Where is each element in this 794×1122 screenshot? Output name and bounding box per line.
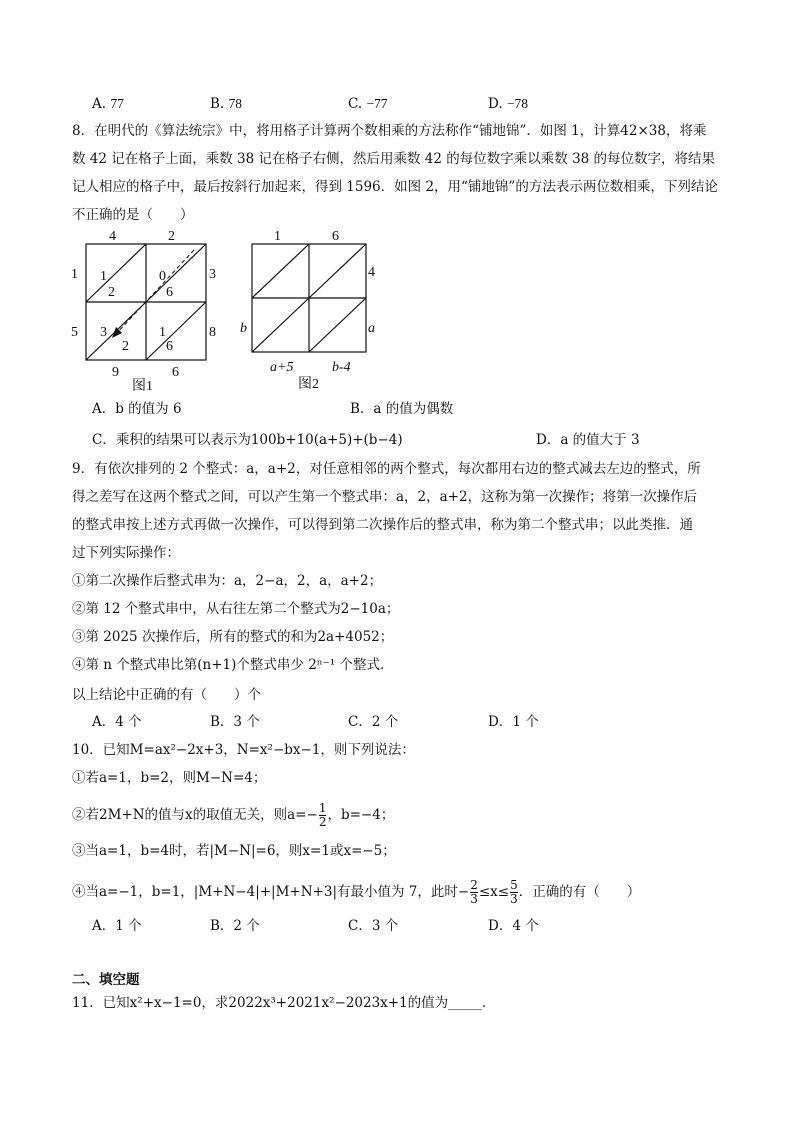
q10-fraction-half: $\frac{1}{2}$	[318, 801, 327, 829]
q7-option-a: A. 77	[92, 96, 124, 112]
fig1-right-1: 3	[209, 267, 216, 282]
q9-line-3: 的整式串按上述方式再做一次操作，可以得到第二次操作后的整式串，称为第二个整式串；以此类推．通	[72, 517, 693, 533]
q10-statement-2: ②若2M+N的值与x的取值无关，则a=− $\frac{1}{2}$ ，b=−4；	[72, 801, 395, 829]
fig2-bottom-1: a+5	[270, 360, 294, 375]
q8-line-1: 8．在明代的《算法统宗》中，将用格子计算两个数相乘的方法称作“铺地锦”．如图 1，计算42×38，将乘	[72, 123, 707, 139]
q9-question: 以上结论中正确的有（ ）个	[72, 687, 261, 703]
q9-statement-4: ④第 n 个整式串比第(n+1)个整式串少 2ⁿ⁻¹ 个整式．	[72, 657, 394, 673]
q8-line-3: 记人相应的格子中，最后按斜行加起来，得到 1596．如图 2，用“铺地锦”的方法表示两位数相乘，下列结论	[72, 179, 718, 195]
q8-line-2: 数 42 记在格子上面，乘数 38 记在格子右侧，然后用乘数 42 的每位数字乘以乘数 38 的每位数字，将结果	[72, 151, 716, 167]
q9-option-c: C．2 个	[348, 714, 399, 730]
q10-statement-3: ③当a=1，b=4时，若|M−N|=6，则x=1或x=−5；	[72, 843, 396, 859]
q9-option-b: B．3 个	[210, 714, 260, 730]
fig1-cell-3-up: 3	[100, 325, 107, 340]
q9-option-d: D．1 个	[488, 714, 539, 730]
fig1-cell-1-low: 2	[108, 285, 115, 300]
q10-statement-1: ①若a=1，b=2，则M−N=4；	[72, 770, 267, 786]
q8-line-4: 不正确的是（ ）	[72, 207, 194, 223]
fig2-top-2: 6	[332, 229, 339, 244]
q10-option-d: D．4 个	[488, 918, 539, 934]
fig2-right-2: a	[368, 321, 375, 336]
q10-option-c: C．3 个	[348, 918, 399, 934]
q10-fraction-five-thirds: $\frac{5}{3}$	[510, 878, 518, 906]
q8-option-c: C．乘积的结果可以表示为100b+10(a+5)+(b−4)	[92, 432, 403, 448]
fig1-bottom-2: 6	[172, 365, 179, 380]
q10-intro: 10．已知M=ax²−2x+3，N=x²−bx−1，则下列说法：	[72, 742, 415, 758]
fig1-left-1: 1	[71, 267, 78, 282]
q7-option-d: D. −78	[488, 96, 529, 112]
figure-2-lattice	[236, 226, 396, 392]
q8-option-a: A．b 的值为 6	[92, 401, 182, 417]
fig1-bottom-1: 9	[112, 365, 119, 380]
q9-statement-1: ①第二次操作后整式串为：a，2−a，2，a，a+2；	[72, 573, 383, 589]
q7-option-b: B. 78	[210, 96, 243, 112]
q10-option-a: A．1 个	[92, 918, 142, 934]
q8-option-b: B．a 的值为偶数	[350, 401, 454, 417]
fig1-cell-2-low: 6	[166, 285, 173, 300]
q10-option-b: B．2 个	[210, 918, 260, 934]
fig2-left-1: b	[240, 321, 247, 336]
fig1-top-2: 2	[168, 229, 175, 244]
fig1-right-2: 8	[209, 325, 216, 340]
fig1-left-2: 5	[71, 325, 78, 340]
fig1-cell-1-up: 1	[100, 269, 107, 284]
q7-option-c: C. −77	[348, 96, 388, 112]
fig1-cell-2-up: 0	[159, 269, 166, 284]
q9-line-1: 9．有依次排列的 2 个整式：a，a+2，对任意相邻的两个整式，每次都用右边的整式减去左边的整式，所	[72, 461, 701, 477]
fig1-cell-4-up: 1	[159, 325, 166, 340]
q9-line-4: 过下列实际操作：	[72, 545, 180, 561]
figure-1-lattice	[66, 226, 226, 392]
q10-fraction-two-thirds: $\frac{2}{3}$	[470, 878, 478, 906]
q9-line-2: 得之差写在这两个整式之间，可以产生第一个整式串：a，2，a+2，这称为第一次操作；将第一次操作后	[72, 489, 698, 505]
q9-statement-3: ③第 2025 次操作后，所有的整式的和为2a+4052；	[72, 629, 394, 645]
section-heading: 二、填空题	[72, 972, 140, 988]
fig2-top-1: 1	[274, 229, 281, 244]
q9-statement-2: ②第 12 个整式串中，从右往左第二个整式为2−10a；	[72, 601, 400, 617]
q8-option-d: D．a 的值大于 3	[536, 432, 640, 448]
q11-text: 11．已知x²+x−1=0，求2022x³+2021x²−2023x+1的值为_____．	[72, 995, 496, 1011]
fig2-caption: 图2	[298, 377, 319, 392]
q10-statement-4: ④当a=−1，b=1，|M+N−4|+|M+N+3|有最小值为 7，此时− $\frac{2}{3}$ ≤x≤ $\frac{5}{3}$ ．正确的有（ ）	[72, 878, 641, 906]
fig2-right-1: 4	[368, 265, 375, 280]
fig1-caption: 图1	[132, 379, 153, 392]
fig2-bottom-2: b-4	[332, 360, 351, 375]
fig1-top-1: 4	[109, 229, 116, 244]
fig1-cell-3-low: 2	[122, 339, 129, 354]
q9-option-a: A．4 个	[92, 714, 142, 730]
fig1-cell-4-low: 6	[166, 339, 173, 354]
